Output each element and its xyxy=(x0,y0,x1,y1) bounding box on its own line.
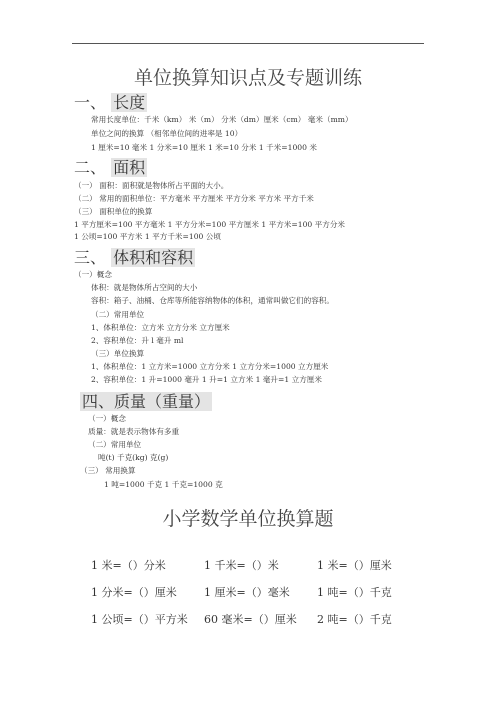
exercise-question: 1 米=（）厘米 xyxy=(317,559,392,572)
text-line: 质量：就是表示物体有多重 xyxy=(88,427,180,436)
section-heading-mass xyxy=(80,389,212,412)
text-line: 体积：就是物体所占空间的大小 xyxy=(91,283,198,292)
text-line: （二）常用单位 xyxy=(91,310,145,319)
text-line: （一）概念 xyxy=(88,414,126,423)
section-title: 体积和容积 xyxy=(113,248,194,267)
page-title: 单位换算知识点及专题训练 xyxy=(133,67,362,89)
section-heading-volume xyxy=(74,245,195,268)
exercise-question: 1 千米=（）米 xyxy=(204,559,279,572)
text-line: 常用长度单位：千米（km） 米（m） 分米（dm）厘米（cm） 毫米（mm） xyxy=(91,115,353,124)
section-number: 二、 xyxy=(74,158,107,177)
text-line: （二） 常用的面积单位：平方毫米 平方厘米 平方分米 平方米 平方千米 xyxy=(74,194,314,203)
text-line: （三）单位换算 xyxy=(91,349,145,358)
text-line: 1 厘米=10 毫米 1 分米=10 厘米 1 米=10 分米 1 千米=1000 米 xyxy=(91,143,317,152)
text-line: 1 平方厘米=100 平方毫米 1 平方分米=100 平方厘米 1 平方米=100 平方分米 xyxy=(74,220,346,229)
exercise-question: 1 分米=（）厘米 xyxy=(91,586,177,599)
text-line: 1、体积单位：1 立方米=1000 立方分米 1 立方分米=1000 立方厘米 xyxy=(91,362,329,371)
exercise-question: 1 厘米=（）毫米 xyxy=(204,586,290,599)
exercise-title: 小学数学单位换算题 xyxy=(162,508,334,530)
text-line: 1、体积单位：立方米 立方分米 立方厘米 xyxy=(91,323,230,332)
text-line: 容积：箱子、油桶、仓库等所能容纳物体的体积，通常叫做它们的容积。 xyxy=(91,296,334,305)
text-line: （三） 面积单位的换算 xyxy=(74,207,153,216)
section-title: 四、质量（重量） xyxy=(82,392,211,411)
text-line: 1 公顷=100 平方米 1 平方千米=100 公顷 xyxy=(74,232,221,241)
exercise-question: 2 吨=（）千克 xyxy=(317,613,392,626)
text-line: （一）概念 xyxy=(74,270,112,279)
exercise-question: 60 毫米=（）厘米 xyxy=(204,613,297,626)
text-line: 1 吨=1000 千克 1 千克=1000 克 xyxy=(104,480,223,489)
text-line: 吨(t) 千克(kg) 克(g) xyxy=(98,453,169,462)
section-number: 一、 xyxy=(74,93,107,112)
text-line: （二）常用单位 xyxy=(88,440,142,449)
top-rule xyxy=(72,43,424,44)
exercise-question: 1 公顷=（）平方米 xyxy=(91,613,188,626)
section-title: 长度 xyxy=(113,93,146,112)
section-heading-area xyxy=(74,155,147,178)
text-line: 2、容积单位：1 升=1000 毫升 1 升=1 立方米 1 毫升=1 立方厘米 xyxy=(91,375,322,384)
text-line: （一） 面积：面积就是物体所占平面的大小。 xyxy=(74,181,229,190)
text-line: 2、容积单位：升 l 毫升 ml xyxy=(91,336,184,345)
text-line: 单位之间的换算 （相邻单位间的进率是 10） xyxy=(91,129,243,138)
section-number: 三、 xyxy=(74,248,107,267)
exercise-question: 1 吨=（）千克 xyxy=(317,586,392,599)
text-line: （三） 常用换算 xyxy=(80,466,136,475)
section-title: 面积 xyxy=(113,158,146,177)
exercise-question: 1 米=（）分米 xyxy=(91,559,166,572)
section-heading-length xyxy=(74,90,147,113)
